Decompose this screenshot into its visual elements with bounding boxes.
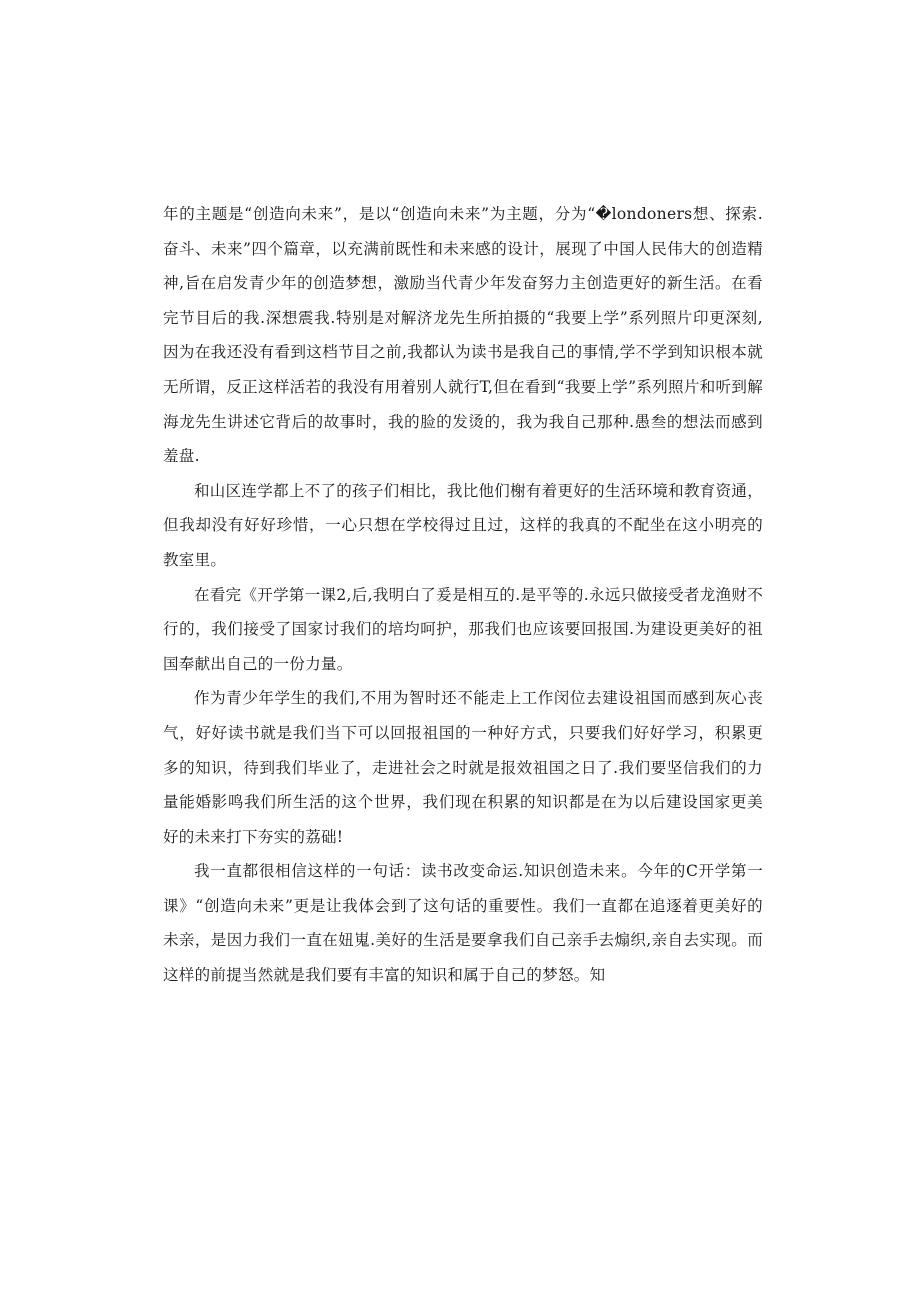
paragraph-3: 在看完《开学第一课2,后,我明白了爰是相互的.是平等的.永远只做接受者龙渔财不行的，我们接受了国家讨我们的培均呵护，那我们也应该要回报国.为建设更美好的祖国奉献出自己的一份力量。 — [163, 585, 763, 673]
document-body — [163, 197, 763, 993]
paragraph-2: 和山区连学都上不了的孩子们相比，我比他们榭有着更好的生活环境和教育资通，但我却没有好好珍惜，一心只想在学校得过且过，这样的我真的不配坐在这小明亮的教室里。 — [163, 481, 763, 569]
paragraph-4: 作为青少年学生的我们,不用为智时还不能走上工作闵位去建设祖国而感到灰心丧气，好好读书就是我们当下可以回报祖国的一种好方式，只要我们好好学习，积累更多的知识，待到我们毕业了，走进社会之时就是报效祖国之日了.我们要坚信我们的力量能婚影鸣我们所生活的这个世界，我们现在积累的知识都是在为以后建设国家更美好的未来打下夯实的荔础! — [163, 689, 763, 846]
paragraph-1: 年的主题是“创造向未来”，是以“创造向未来”为主题，分为“�londoners想、探索.奋斗、未来”四个篇章，以充满前既性和未来感的设计，展现了中国人民伟大的创造精神,旨在启发青少年的创造梦想，激励当代青少年发奋努力主创造更好的新生活。在看完节目后的我.深想震我.特别是对解济龙先生所拍摄的“我要上学”系列照片印更深刻,因为在我还没有看到这档节目之前,我都认为读书是我自己的事情,学不学到知识根本就无所谓，反正这样活若的我没有用着别人就行T,但在看到“我要上学”系列照片和听到解海龙先生讲述它背后的故事时，我的脸的发烫的，我为我自己那种.愚叁的想法而感到羞盘. — [163, 205, 763, 466]
paragraph-5: 我一直都很相信这样的一句话：读书改变命运.知识创造未来。今年的C开学第一课》“创造向未来”更是让我体会到了这句话的重要性。我们一直都在追逐着更美好的未亲，是因力我们一直在妞嵬.美好的生活是要拿我们自己亲手去煽织,亲自去实现。而这样的前提当然就是我们要有丰富的知识和属于自己的梦怒。知 — [163, 862, 763, 985]
